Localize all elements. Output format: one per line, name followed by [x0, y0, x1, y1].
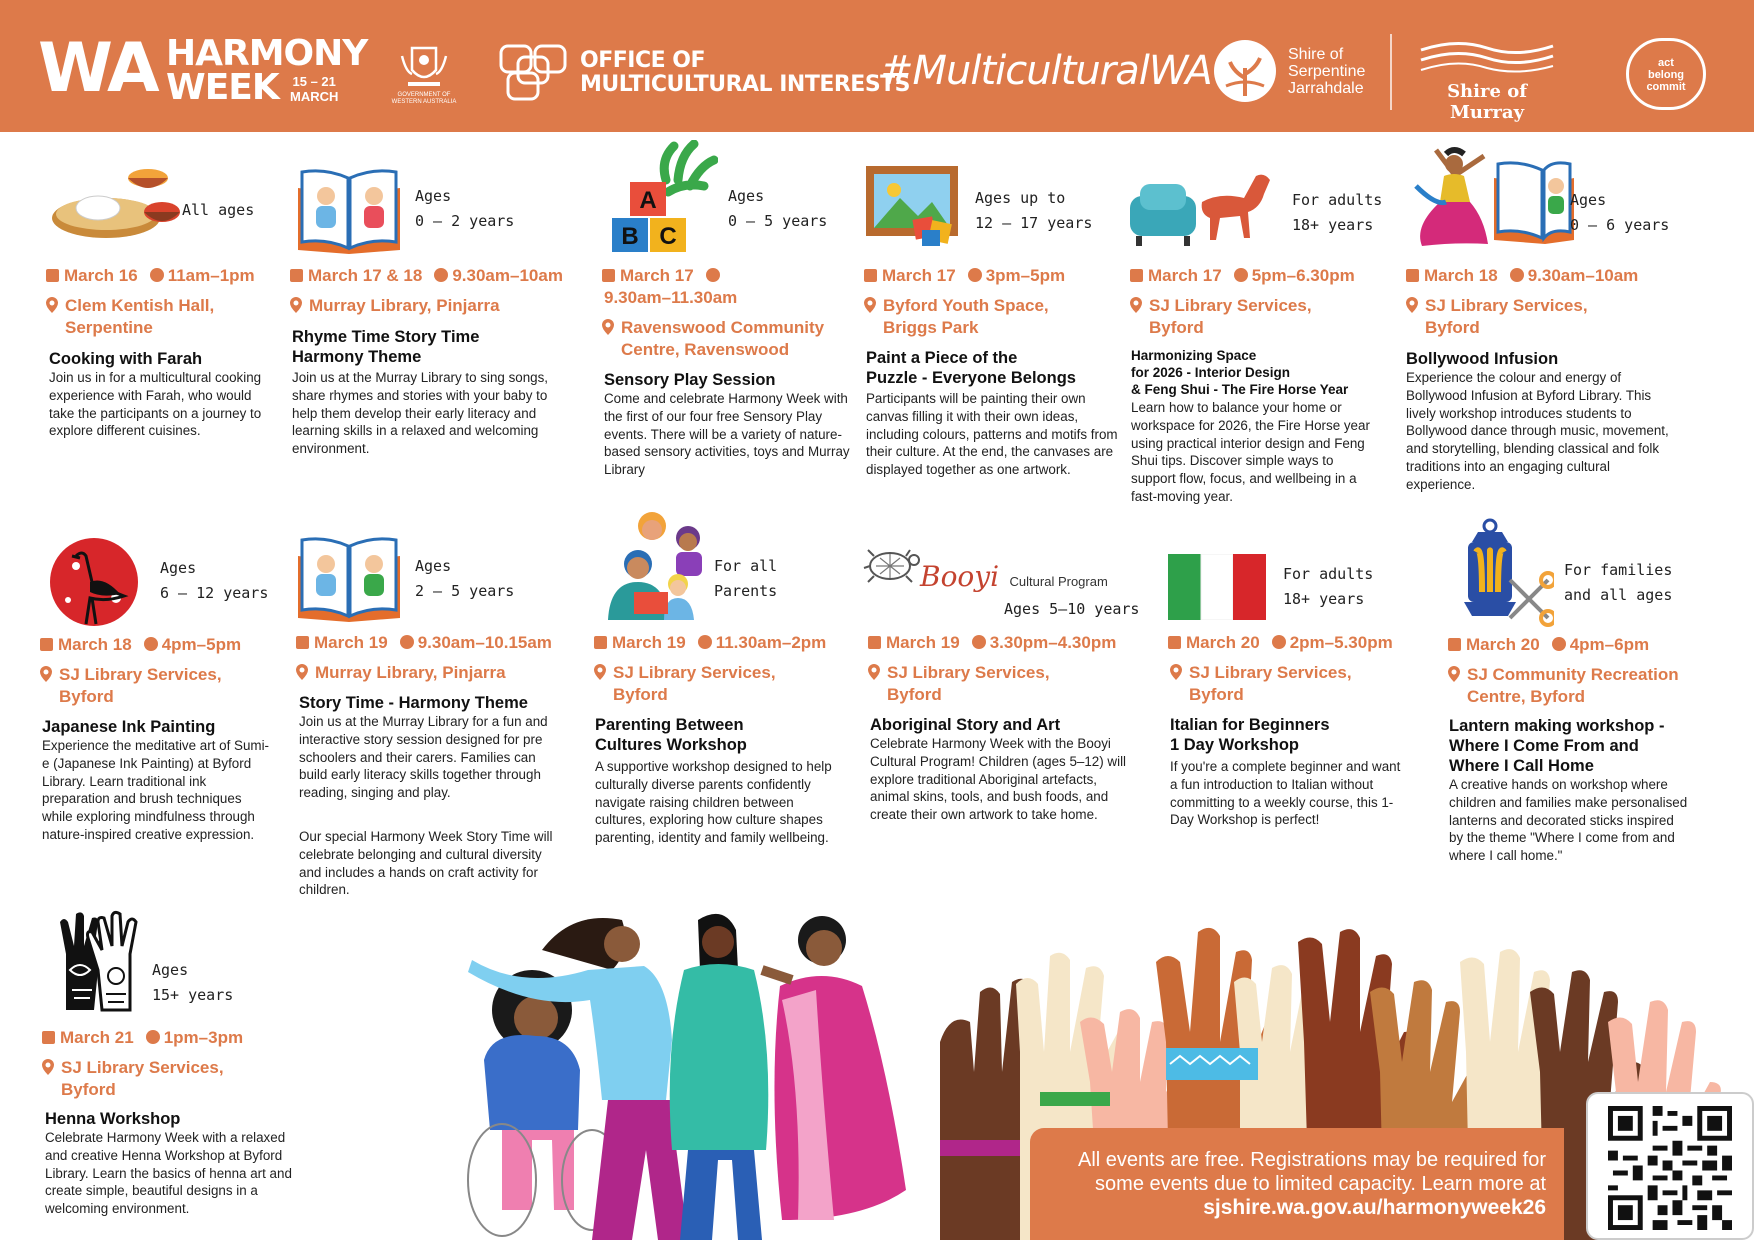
event-title: Japanese Ink Painting: [42, 718, 216, 736]
event-date: March 18: [1424, 266, 1498, 285]
event-datetime: [46, 265, 255, 287]
event-location: [1130, 295, 1312, 339]
event-time: 11.30am–2pm: [715, 633, 827, 652]
omi-squares-icon: [498, 43, 568, 103]
header-divider: [1390, 34, 1392, 110]
event-date: March 20: [1466, 635, 1540, 654]
calendar-icon: [46, 269, 59, 282]
location-pin-icon: [1448, 666, 1460, 682]
clock-icon: [434, 268, 448, 282]
location-pin-icon: [594, 664, 606, 680]
location-pin-icon: [40, 666, 52, 682]
event-location-text: SJ Community Recreation Centre, Byford: [1467, 665, 1679, 706]
event-datetime: [290, 265, 563, 287]
event-title: Paint a Piece of the Puzzle - Everyone Belongs: [866, 349, 1076, 387]
event-ages: Ages 15+ years: [152, 961, 234, 1004]
banner-line2: some events due to limited capacity. Learn more at: [1095, 1173, 1546, 1195]
event-ages: Ages 0 – 6 years: [1570, 191, 1670, 234]
event-description: Learn how to balance your home or workspace for 2026, the Fire Horse year using practical interior design and Feng Shui tips. Discover simple ways to support flow, focus, and wellbeing in a fast-moving year.: [1131, 400, 1370, 504]
event-description-extra: Our special Harmony Week Story Time will celebrate belonging and cultural diversity and includes a hands on craft activity for children.: [299, 829, 553, 898]
calendar-icon: [296, 636, 309, 649]
dancer-icon: [1406, 146, 1576, 257]
event-ages: Ages 2 – 5 years: [415, 557, 515, 600]
food-icon: [50, 168, 182, 249]
event-time: 1pm–3pm: [163, 1028, 244, 1047]
sjs-line3: Jarrahdale: [1288, 79, 1364, 97]
banner-line1: All events are free. Registrations may be required for: [1078, 1149, 1546, 1171]
event-location: [1448, 664, 1679, 708]
event-location: [1406, 295, 1588, 339]
blocks-icon: [608, 140, 718, 259]
event-title: Story Time - Harmony Theme: [299, 694, 528, 712]
omi-line1: OFFICE OF: [580, 48, 706, 73]
event-time: 9.30am–10am: [1527, 266, 1639, 285]
event-description: Join us in for a multicultural cooking experience with Farah, who would take the participants on a journey to explore different cuisines.: [49, 370, 262, 439]
clock-icon: [968, 268, 982, 282]
location-pin-icon: [1170, 664, 1182, 680]
clock-icon: [146, 1030, 160, 1044]
clock-icon: [1272, 635, 1286, 649]
logo-dates-line1: 15 – 21: [292, 74, 336, 89]
people-illustration: [462, 890, 942, 1240]
clock-icon: [972, 635, 986, 649]
harmony-week-logo: [38, 29, 368, 108]
event-datetime: [296, 632, 552, 654]
event-time: 4pm–5pm: [161, 635, 242, 654]
event-location: [40, 664, 222, 708]
calendar-icon: [868, 636, 881, 649]
book-icon: [296, 536, 402, 627]
clock-icon: [144, 637, 158, 651]
location-pin-icon: [46, 297, 58, 313]
shire-of-murray-logo: [1412, 40, 1562, 123]
clock-icon: [698, 635, 712, 649]
event-ages: For adults 18+ years: [1292, 191, 1383, 234]
event-date: March 18: [58, 635, 132, 654]
calendar-icon: [1406, 269, 1419, 282]
clock-icon: [150, 268, 164, 282]
event-title: Harmonizing Space for 2026 - Interior Design & Feng Shui - The Fire Horse Year: [1131, 348, 1349, 397]
location-pin-icon: [42, 1059, 54, 1075]
event-location-text: SJ Library Services, Byford: [613, 663, 776, 704]
event-location-text: Clem Kentish Hall, Serpentine: [65, 296, 215, 337]
event-location-text: SJ Library Services, Byford: [1149, 296, 1312, 337]
logo-wa: WA: [38, 29, 157, 108]
event-location-text: Byford Youth Space, Briggs Park: [883, 296, 1049, 337]
event-time: 9.30am–11.30am: [604, 288, 738, 307]
event-time: 9.30am–10.15am: [417, 633, 552, 652]
event-date: March 19: [612, 633, 686, 652]
calendar-icon: [602, 269, 615, 282]
italy-flag-icon: [1168, 554, 1266, 625]
booyi-logo: [920, 560, 1108, 593]
event-description: Celebrate Harmony Week with the Booyi Cultural Program! Children (ages 5–12) will explore traditional Aboriginal artefacts, animal skins, tools, and bush foods, and create their own artwork to take home.: [870, 736, 1127, 823]
event-title: Rhyme Time Story Time Harmony Theme: [292, 328, 480, 366]
logo-dates: [290, 74, 338, 104]
event-date: March 16: [64, 266, 138, 285]
location-pin-icon: [1406, 297, 1418, 313]
calendar-icon: [290, 269, 303, 282]
abc-line2: belong: [1647, 69, 1685, 81]
event-time: 5pm–6.30pm: [1251, 266, 1355, 285]
event-location: [868, 662, 1050, 706]
event-ages: All ages: [182, 201, 255, 219]
omi-logo: [498, 42, 910, 104]
logo-week: WEEK: [166, 67, 279, 108]
sjs-line1: Shire of: [1288, 45, 1344, 63]
turtle-icon: [862, 546, 922, 589]
family-icon: [604, 508, 710, 629]
lantern-icon: [1460, 518, 1554, 635]
booyi-text: Booyi: [920, 560, 1000, 593]
event-time: 11am–1pm: [167, 266, 255, 285]
event-title: Italian for Beginners 1 Day Workshop: [1170, 716, 1330, 754]
calendar-icon: [1448, 638, 1461, 651]
location-pin-icon: [296, 664, 308, 680]
murray-waves-icon: [1417, 40, 1557, 74]
location-pin-icon: [602, 319, 614, 335]
event-time: 9.30am–10am: [452, 266, 563, 285]
event-description: A creative hands on workshop where children and families make personalised lanterns and decorated sticks inspired by the theme "Where I come from and where I call home.": [1449, 777, 1688, 864]
event-time: 2pm–5.30pm: [1289, 633, 1393, 652]
event-description: Participants will be painting their own canvas filling it with their own ideas, including colours, patterns and motifs from their culture. At the end, the canvases are displayed together as one artwork.: [866, 391, 1118, 478]
logo-dates-line2: MARCH: [290, 89, 339, 104]
event-description: Join us at the Murray Library to sing songs, share rhymes and stories with your baby to help them develop their early literacy and learning skills in a relaxed and welcoming environment.: [292, 370, 549, 457]
event-datetime: [868, 632, 1116, 654]
booyi-subtitle: Cultural Program: [1009, 574, 1108, 589]
wa-government-crest: [390, 42, 458, 106]
sjs-line2: Serpentine: [1288, 62, 1366, 80]
canvas-icon: [864, 164, 964, 253]
event-description: Come and celebrate Harmony Week with the first of our four free Sensory Play events. There will be a variety of nature-based sensory activities, toys and Murray Library: [604, 391, 850, 478]
event-time: 3.30pm–4.30pm: [989, 633, 1117, 652]
calendar-icon: [40, 638, 53, 651]
event-location: [1170, 662, 1352, 706]
event-location-text: SJ Library Services, Byford: [1425, 296, 1588, 337]
henna-hands-icon: [46, 910, 150, 1017]
event-location: [594, 662, 776, 706]
event-location: [290, 295, 500, 317]
info-banner: [1030, 1128, 1564, 1240]
hashtag: #MulticulturalWA: [880, 48, 1212, 94]
event-datetime: [42, 1027, 243, 1049]
event-date: March 19: [314, 633, 388, 652]
event-title: Aboriginal Story and Art: [870, 716, 1061, 734]
omi-line2: MULTICULTURAL INTERESTS: [580, 72, 911, 97]
banner-url[interactable]: sjshire.wa.gov.au/harmonyweek26: [1203, 1196, 1546, 1219]
location-pin-icon: [1130, 297, 1142, 313]
event-datetime: [594, 632, 826, 654]
calendar-icon: [42, 1031, 55, 1044]
calendar-icon: [864, 269, 877, 282]
murray-text: Shire of Murray: [1447, 81, 1527, 123]
event-description: Experience the colour and energy of Bollywood Infusion at Byford Library. This lively workshop introduces students to Bollywood dance through music, movement, and storytelling, blending classical and folk traditions into an engaging cultural experience.: [1406, 370, 1669, 492]
event-title: Sensory Play Session: [604, 371, 776, 389]
event-description: If you're a complete beginner and want a fun introduction to Italian without committing to a weekly course, this 1-Day Workshop is perfect!: [1170, 759, 1401, 828]
event-date: March 17: [882, 266, 956, 285]
event-ages: For all Parents: [714, 557, 778, 600]
gov-text: GOVERNMENT OF WESTERN AUSTRALIA: [391, 92, 457, 105]
event-datetime: [864, 265, 1065, 287]
event-description: Experience the meditative art of Sumi-e (Japanese Ink Painting) at Byford Library. Learn traditional ink preparation and brush techniques while exploring mindfulness through nature-inspired creative expression.: [42, 738, 270, 842]
event-location-text: Murray Library, Pinjarra: [315, 663, 506, 682]
event-ages: For adults 18+ years: [1283, 565, 1374, 608]
event-title: Bollywood Infusion: [1406, 350, 1559, 368]
location-pin-icon: [868, 664, 880, 680]
event-location-text: SJ Library Services, Byford: [1189, 663, 1352, 704]
event-date: March 19: [886, 633, 960, 652]
svg-text:B: B: [621, 223, 639, 250]
event-datetime: [40, 634, 241, 656]
event-date: March 17: [620, 266, 694, 285]
event-location-text: SJ Library Services, Byford: [59, 665, 222, 706]
clock-icon: [1234, 268, 1248, 282]
qr-code[interactable]: [1586, 1092, 1754, 1240]
event-datetime: [1448, 634, 1649, 656]
event-title: Lantern making workshop - Where I Come From and Where I Call Home: [1449, 717, 1665, 775]
calendar-icon: [594, 636, 607, 649]
event-location-text: Murray Library, Pinjarra: [309, 296, 500, 315]
crane-icon: [46, 536, 142, 633]
logo-harmony: HARMONY: [166, 33, 368, 74]
qr-code-icon: [1608, 1106, 1732, 1230]
event-date: March 20: [1186, 633, 1260, 652]
event-location-text: Ravenswood Community Centre, Ravenswood: [621, 318, 825, 359]
event-location: [864, 295, 1049, 339]
svg-text:C: C: [659, 223, 677, 250]
event-title: Henna Workshop: [45, 1110, 181, 1128]
clock-icon: [400, 635, 414, 649]
svg-text:A: A: [639, 187, 657, 214]
header-bar: [0, 0, 1754, 132]
horse-icon: [1124, 166, 1280, 253]
book-icon: [296, 168, 402, 259]
event-datetime: [1168, 632, 1393, 654]
sjs-logo: [1212, 38, 1365, 104]
calendar-icon: [1168, 636, 1181, 649]
event-description: Celebrate Harmony Week with a relaxed and creative Henna Workshop at Byford Library. Learn the basics of henna art and create simple, beautiful designs in a welcoming environment.: [45, 1130, 292, 1217]
event-location: [46, 295, 214, 339]
event-datetime: [602, 265, 724, 287]
event-ages: Ages 5–10 years: [1004, 600, 1140, 618]
event-description: A supportive workshop designed to help culturally diverse parents confidently navigate raising children between cultures, exploring how culture shapes parenting, identity and family wellbeing.: [595, 759, 832, 846]
event-location: [602, 317, 824, 361]
location-pin-icon: [290, 297, 302, 313]
event-location-text: SJ Library Services, Byford: [887, 663, 1050, 704]
event-title: Parenting Between Cultures Workshop: [595, 716, 747, 754]
sjs-tree-icon: [1212, 38, 1278, 104]
abc-line1: act: [1658, 57, 1674, 69]
event-time: 3pm–5pm: [985, 266, 1066, 285]
abc-line3: commit: [1646, 81, 1686, 93]
event-datetime: [1406, 265, 1638, 287]
clock-icon: [1510, 268, 1524, 282]
event-datetime: [1130, 265, 1355, 287]
event-ages: Ages up to 12 – 17 years: [975, 189, 1093, 232]
event-location: [296, 662, 506, 684]
event-ages: Ages 0 – 2 years: [415, 187, 515, 230]
event-ages: For families and all ages: [1564, 561, 1673, 604]
event-title: Cooking with Farah: [49, 350, 203, 368]
calendar-icon: [1130, 269, 1143, 282]
event-date: March 17 & 18: [308, 266, 423, 285]
event-location: [42, 1057, 224, 1101]
clock-icon: [1552, 637, 1566, 651]
clock-icon: [706, 268, 720, 282]
crest-icon: [398, 42, 450, 90]
event-date: March 21: [60, 1028, 134, 1047]
location-pin-icon: [864, 297, 876, 313]
act-belong-commit-logo: [1626, 38, 1706, 110]
event-ages: Ages 6 – 12 years: [160, 559, 269, 602]
event-ages: Ages 0 – 5 years: [728, 187, 828, 230]
event-time: 4pm–6pm: [1569, 635, 1650, 654]
event-description: Join us at the Murray Library for a fun and interactive story session designed for pre schoolers and their carers. Families can build early literacy skills together through reading, singing and play.: [299, 714, 548, 801]
event-location-text: SJ Library Services, Byford: [61, 1058, 224, 1099]
event-date: March 17: [1148, 266, 1222, 285]
